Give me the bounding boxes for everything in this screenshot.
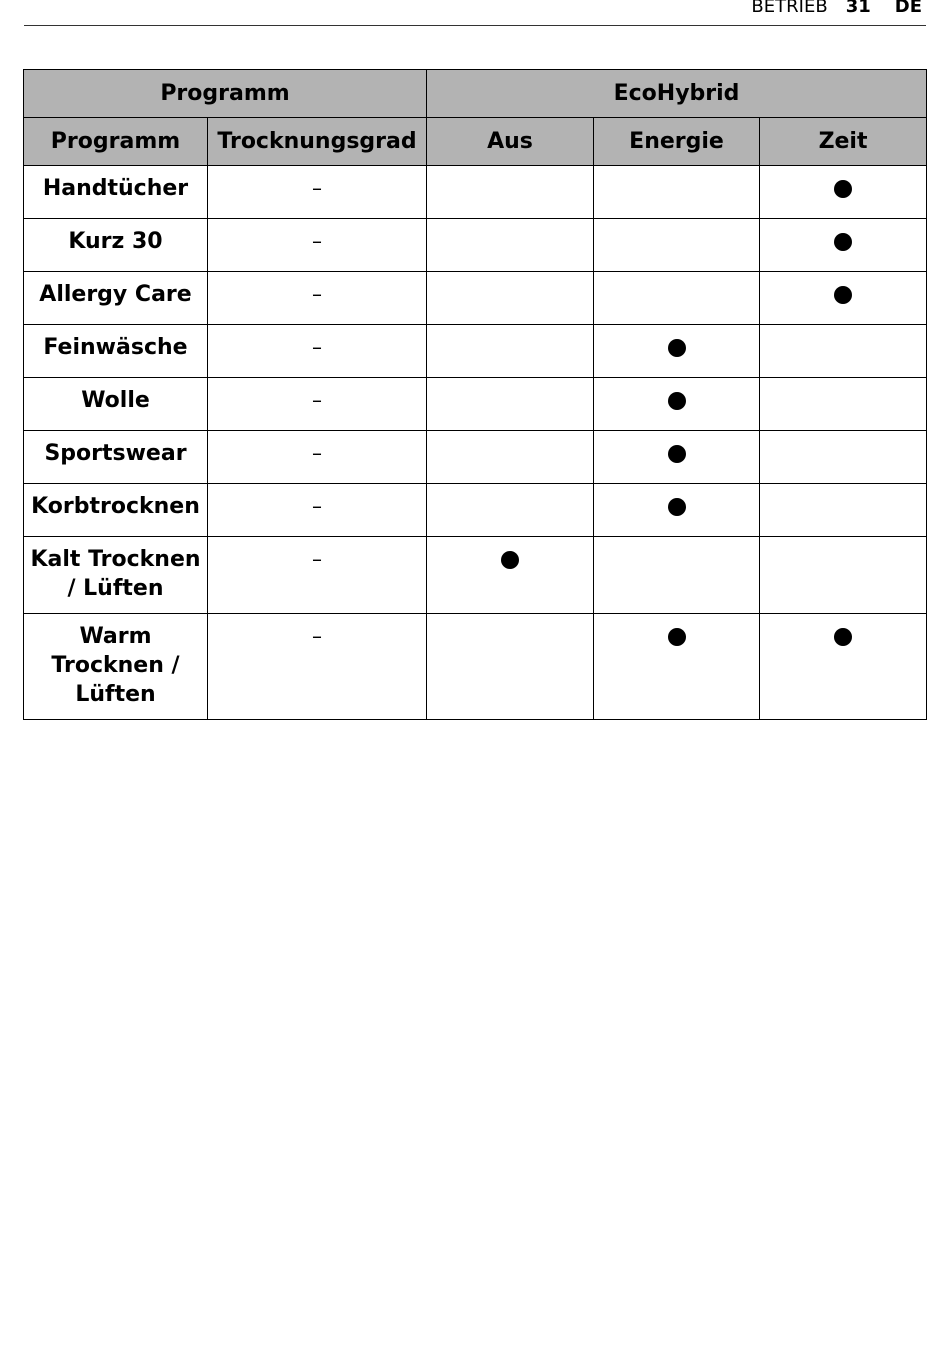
column-header-programm: Programm xyxy=(24,118,208,166)
program-name-cell: Sportswear xyxy=(24,431,208,484)
table-row xyxy=(24,272,927,325)
drying-level-cell: – xyxy=(208,219,427,272)
table-row xyxy=(24,166,927,219)
program-name-cell: Allergy Care xyxy=(24,272,208,325)
energie-cell xyxy=(594,537,760,614)
filled-dot-icon xyxy=(668,392,686,410)
zeit-cell xyxy=(760,431,927,484)
filled-dot-icon xyxy=(834,628,852,646)
aus-cell xyxy=(427,431,594,484)
program-name-cell: Warm Trocknen / Lüften xyxy=(24,614,208,720)
filled-dot-icon xyxy=(668,339,686,357)
table-body xyxy=(24,166,927,720)
filled-dot-icon xyxy=(668,498,686,516)
drying-level-cell: – xyxy=(208,272,427,325)
column-header-trocknungsgrad: Trocknungsgrad xyxy=(208,118,427,166)
zeit-cell xyxy=(760,614,927,720)
zeit-cell xyxy=(760,219,927,272)
program-name-cell: Handtücher xyxy=(24,166,208,219)
aus-cell xyxy=(427,325,594,378)
group-header-programm: Programm xyxy=(24,70,427,118)
table-row xyxy=(24,614,927,720)
aus-cell xyxy=(427,378,594,431)
page-number: 31 xyxy=(845,0,871,17)
group-header-ecohybrid: EcoHybrid xyxy=(427,70,927,118)
zeit-cell xyxy=(760,537,927,614)
filled-dot-icon xyxy=(834,286,852,304)
drying-level-cell: – xyxy=(208,537,427,614)
aus-cell xyxy=(427,272,594,325)
zeit-cell xyxy=(760,166,927,219)
drying-level-cell: – xyxy=(208,484,427,537)
energie-cell xyxy=(594,272,760,325)
aus-cell xyxy=(427,484,594,537)
filled-dot-icon xyxy=(834,233,852,251)
table-row xyxy=(24,325,927,378)
program-name-cell: Kurz 30 xyxy=(24,219,208,272)
program-table xyxy=(23,69,927,720)
page-header xyxy=(24,0,926,26)
aus-cell xyxy=(427,219,594,272)
program-name-cell: Kalt Trocknen / Lüften xyxy=(24,537,208,614)
aus-cell xyxy=(427,614,594,720)
aus-cell xyxy=(427,537,594,614)
program-name-cell: Feinwäsche xyxy=(24,325,208,378)
filled-dot-icon xyxy=(834,180,852,198)
drying-level-cell: – xyxy=(208,325,427,378)
zeit-cell xyxy=(760,378,927,431)
energie-cell xyxy=(594,219,760,272)
column-header-zeit: Zeit xyxy=(760,118,927,166)
filled-dot-icon xyxy=(501,551,519,569)
aus-cell xyxy=(427,166,594,219)
drying-level-cell: – xyxy=(208,431,427,484)
program-name-cell: Wolle xyxy=(24,378,208,431)
energie-cell xyxy=(594,484,760,537)
table-row xyxy=(24,537,927,614)
zeit-cell xyxy=(760,325,927,378)
header-right xyxy=(751,0,922,18)
zeit-cell xyxy=(760,272,927,325)
energie-cell xyxy=(594,614,760,720)
table-row xyxy=(24,219,927,272)
group-header-row xyxy=(24,70,927,118)
column-header-energie: Energie xyxy=(594,118,760,166)
drying-level-cell: – xyxy=(208,166,427,219)
filled-dot-icon xyxy=(668,628,686,646)
zeit-cell xyxy=(760,484,927,537)
program-name-cell: Korbtrocknen xyxy=(24,484,208,537)
energie-cell xyxy=(594,166,760,219)
column-header-aus: Aus xyxy=(427,118,594,166)
table-row xyxy=(24,431,927,484)
column-header-row xyxy=(24,118,927,166)
table-row xyxy=(24,378,927,431)
energie-cell xyxy=(594,325,760,378)
language-code: DE xyxy=(894,0,922,17)
section-title: BETRIEB xyxy=(751,0,828,17)
table-row xyxy=(24,484,927,537)
drying-level-cell: – xyxy=(208,614,427,720)
energie-cell xyxy=(594,378,760,431)
drying-level-cell: – xyxy=(208,378,427,431)
energie-cell xyxy=(594,431,760,484)
filled-dot-icon xyxy=(668,445,686,463)
